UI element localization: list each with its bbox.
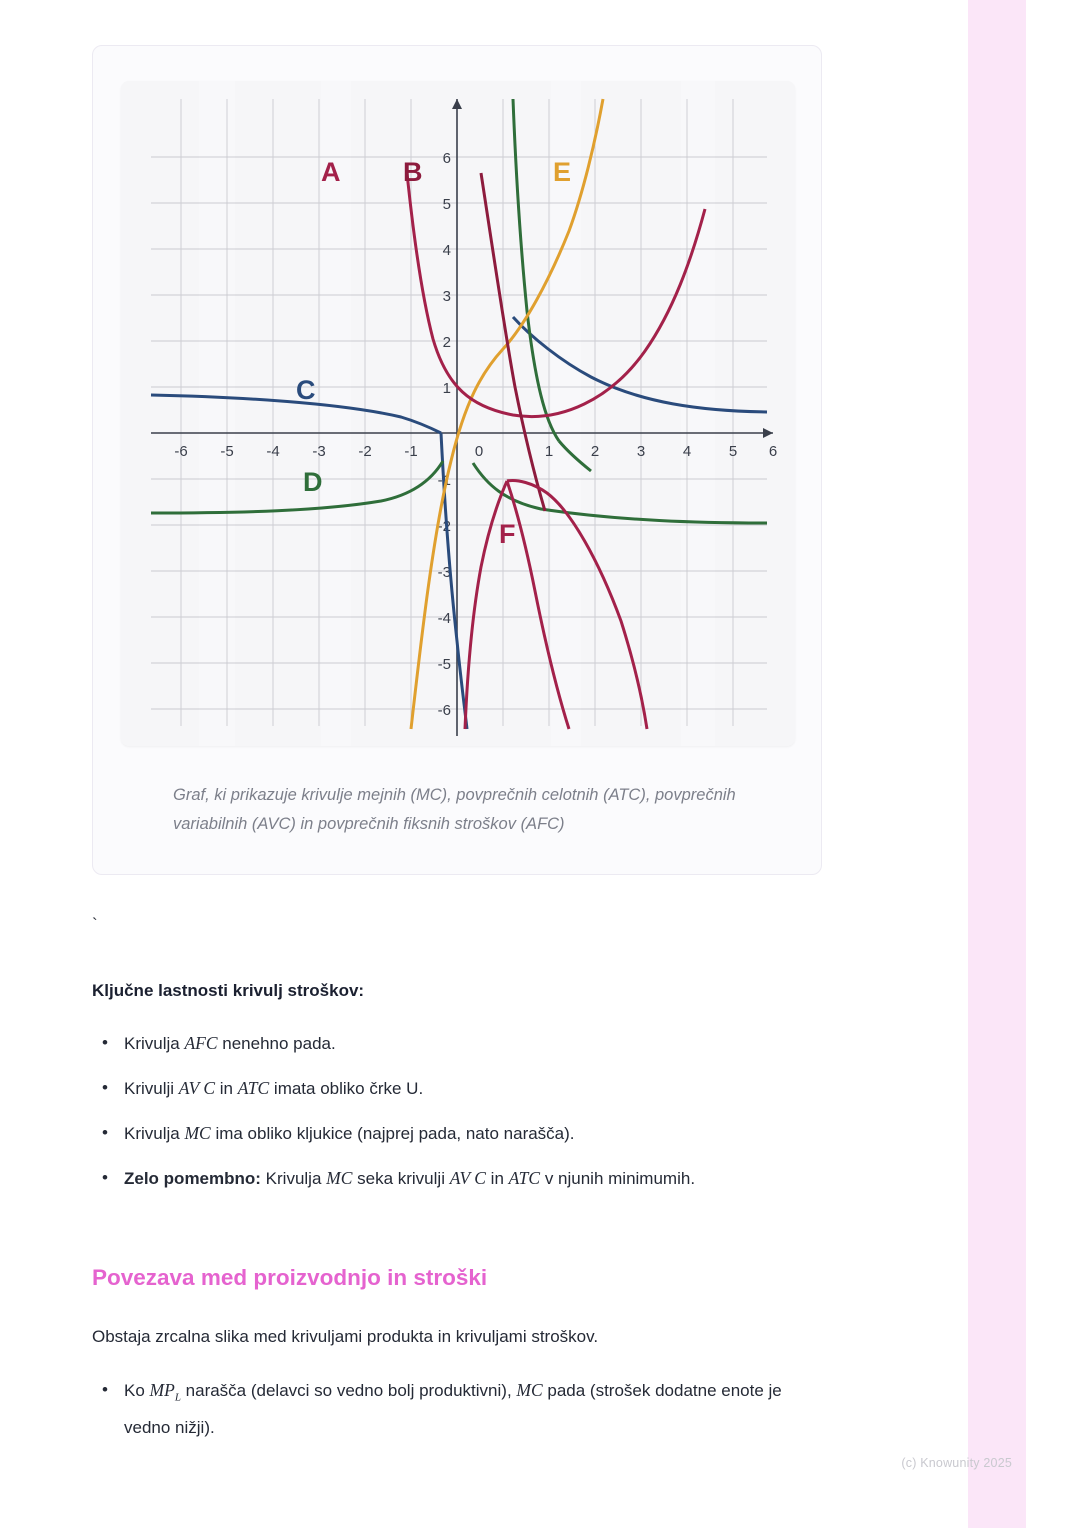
- bullet-text-mid: in: [215, 1079, 238, 1098]
- math-atc: ATC: [508, 1168, 541, 1188]
- section-heading-production-costs: Povezava med proizvodnjo in stroški: [92, 1265, 488, 1290]
- important-t2: seka krivulji: [352, 1169, 450, 1188]
- svg-text:-4: -4: [437, 610, 451, 627]
- important-t3: in: [485, 1169, 509, 1188]
- mp-t2: narašča (delavci so vedno bolj produktivni),: [180, 1381, 517, 1400]
- svg-text:5: 5: [728, 443, 738, 460]
- list-item: [92, 1028, 792, 1059]
- svg-text:4: 4: [442, 242, 451, 259]
- curve-label-a: A: [321, 157, 341, 187]
- stray-backtick: `: [92, 915, 98, 934]
- svg-text:-6: -6: [437, 702, 451, 719]
- important-label: Zelo pomembno:: [124, 1169, 261, 1188]
- figure-card: [92, 45, 822, 875]
- curve-label-e: E: [553, 157, 572, 187]
- list-item: [92, 1375, 812, 1443]
- figure-caption: Graf, ki prikazuje krivulje mejnih (MC), povprečnih celotnih (ATC), povprečnih variabilnih (AVC) in povprečnih fiksnih stroškov (AFC): [173, 786, 736, 833]
- math-mc: MC: [184, 1123, 211, 1143]
- math-afc: AFC: [184, 1033, 218, 1053]
- curve-label-b: B: [403, 157, 423, 187]
- production-cost-list: [92, 1375, 812, 1457]
- important-t4: v njunih minimumih.: [540, 1169, 696, 1188]
- mp-t1: Ko: [124, 1381, 150, 1400]
- math-mp: MP: [149, 1380, 175, 1400]
- svg-text:6: 6: [442, 150, 451, 167]
- svg-text:-1: -1: [437, 472, 451, 489]
- svg-text:-3: -3: [312, 443, 326, 460]
- math-mp-subscript: L: [174, 1391, 181, 1404]
- section-paragraph: Obstaja zrcalna slika med krivuljami produkta in krivuljami stroškov.: [92, 1327, 599, 1346]
- svg-text:-6: -6: [174, 443, 188, 460]
- math-mpl: [149, 1380, 181, 1404]
- graph-image-container: [121, 81, 795, 746]
- svg-text:-5: -5: [220, 443, 234, 460]
- svg-text:2: 2: [590, 443, 600, 460]
- curve-label-f: F: [499, 519, 516, 549]
- svg-text:4: 4: [682, 443, 692, 460]
- bullet-text-prefix: Krivulja: [124, 1034, 185, 1053]
- list-item: [92, 1118, 792, 1149]
- math-atc: ATC: [237, 1078, 270, 1098]
- math-mc: MC: [326, 1168, 353, 1188]
- math-avc: AV C: [178, 1078, 216, 1098]
- pink-accent-bar: [968, 0, 1026, 1528]
- svg-text:-2: -2: [437, 518, 451, 535]
- right-gutter: [968, 0, 1080, 1528]
- svg-text:3: 3: [442, 288, 451, 305]
- svg-text:5: 5: [442, 196, 451, 213]
- bullet-text-mid: ima obliko kljukice (najprej pada, nato narašča).: [210, 1124, 575, 1143]
- curve-label-c: C: [296, 375, 316, 405]
- svg-text:-2: -2: [358, 443, 372, 460]
- svg-text:-4: -4: [266, 443, 280, 460]
- watermark: (c) Knowunity 2025: [901, 1456, 1012, 1470]
- math-avc: AV C: [449, 1168, 486, 1188]
- bullet-text-mid: nenehno pada.: [217, 1034, 336, 1053]
- list-item: [92, 1073, 792, 1104]
- list-item-important: [92, 1163, 792, 1194]
- mp-t3: pada (strošek dodatne enote je vedno nižji).: [124, 1381, 782, 1437]
- key-properties-heading: Ključne lastnosti krivulj stroškov:: [92, 981, 365, 1000]
- svg-text:6: 6: [768, 443, 778, 460]
- svg-text:-1: -1: [404, 443, 418, 460]
- math-mc: MC: [516, 1380, 543, 1400]
- svg-text:-3: -3: [437, 564, 451, 581]
- svg-text:3: 3: [636, 443, 646, 460]
- cost-curves-graph: [121, 81, 795, 746]
- curve-label-d: D: [303, 467, 323, 497]
- svg-text:1: 1: [442, 380, 451, 397]
- svg-text:0: 0: [474, 443, 484, 460]
- svg-text:-5: -5: [437, 656, 451, 673]
- important-t1: Krivulja: [260, 1169, 327, 1188]
- bullet-text-prefix: Krivulja: [124, 1124, 185, 1143]
- bullet-text-prefix: Krivulji: [124, 1079, 179, 1098]
- svg-text:1: 1: [544, 443, 554, 460]
- key-properties-list: [92, 1028, 792, 1208]
- svg-text:2: 2: [442, 334, 451, 351]
- bullet-text-suffix: imata obliko črke U.: [269, 1079, 424, 1098]
